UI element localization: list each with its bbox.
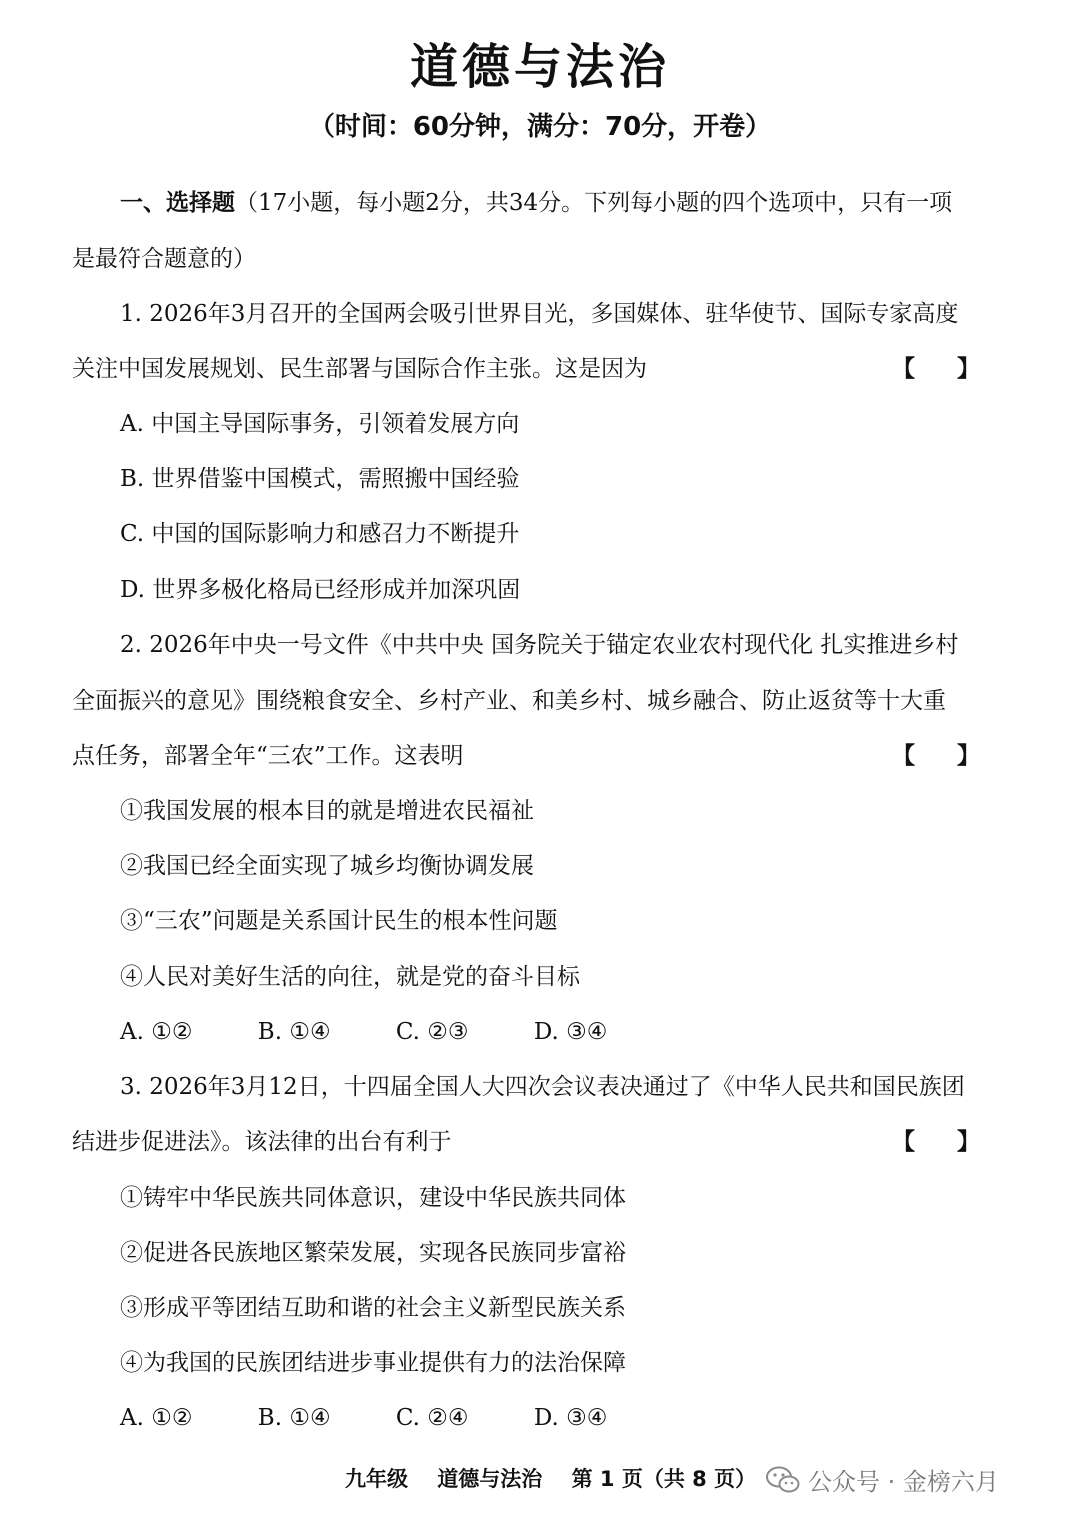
section-desc-2: 是最符合题意的）: [72, 246, 256, 272]
q1-stem-2: 关注中国发展规划、民生部署与国际合作主张。这是因为: [72, 356, 647, 382]
page-title: 道德与法治: [409, 39, 670, 95]
watermark-text: 公众号 · 金榜六月: [808, 1468, 999, 1496]
footer-subject: 道德与法治: [437, 1467, 543, 1491]
q2-choice-a: A. ①②: [120, 1019, 193, 1045]
q1-option-c: C. 中国的国际影响力和感召力不断提升: [120, 521, 520, 547]
answer-bracket: 【】: [892, 742, 1022, 769]
q3-choice-a: A. ①②: [120, 1405, 193, 1431]
q3-choice-d: D. ③④: [533, 1405, 608, 1431]
q3-choice-b: B. ①④: [257, 1405, 331, 1431]
q2-statement-1: ①我国发展的根本目的就是增进农民福祉: [120, 798, 534, 824]
q3-choices: [120, 1401, 665, 1435]
q3-stem-2: 结进步促进法》。该法律的出台有利于: [72, 1129, 452, 1155]
q2-stem-1: 2. 2026年中央一号文件《中共中央 国务院关于锚定农业农村现代化 扎实推进乡村: [120, 632, 959, 658]
q3-statement-1: ①铸牢中华民族共同体意识，建设中华民族共同体: [120, 1185, 626, 1211]
q2-statement-2: ②我国已经全面实现了城乡均衡协调发展: [120, 853, 534, 879]
q3-statement-4: ④为我国的民族团结进步事业提供有力的法治保障: [120, 1350, 626, 1376]
exam-info: （时间：60分钟，满分：70分，开卷）: [308, 112, 772, 142]
footer-page-number: 第 1 页（共 8 页）: [571, 1467, 757, 1491]
q3-stem-1: 3. 2026年3月12日，十四届全国人大四次会议表决通过了《中华人民共和国民族团: [120, 1074, 965, 1100]
q2-stem-3: 点任务，部署全年“三农”工作。这表明: [72, 743, 464, 769]
q3-choice-c: C. ②④: [395, 1405, 469, 1431]
q3-statement-3: ③形成平等团结互助和谐的社会主义新型民族关系: [120, 1295, 626, 1321]
section-heading-line: [120, 186, 1070, 220]
answer-bracket: 【】: [892, 355, 1022, 382]
page-footer: [345, 1463, 778, 1493]
q2-choice-c: C. ②③: [395, 1019, 469, 1045]
section-head: 一、选择题: [120, 190, 235, 216]
q1-option-d: D. 世界多极化格局已经形成并加深巩固: [120, 577, 521, 603]
q1-stem-1: 1. 2026年3月召开的全国两会吸引世界目光，多国媒体、驻华使节、国际专家高度: [120, 301, 959, 327]
section-desc: （17小题，每小题2分，共34分。下列每小题的四个选项中，只有一项: [235, 190, 953, 216]
q2-choice-d: D. ③④: [533, 1019, 608, 1045]
q2-statement-4: ④人民对美好生活的向往，就是党的奋斗目标: [120, 964, 580, 990]
wechat-watermark: [766, 1462, 999, 1497]
wechat-icon: [766, 1466, 800, 1494]
answer-bracket: 【】: [892, 1128, 1022, 1155]
footer-grade: 九年级: [345, 1467, 408, 1491]
q2-choice-b: B. ①④: [257, 1019, 331, 1045]
q1-option-b: B. 世界借鉴中国模式，需照搬中国经验: [120, 466, 520, 492]
q2-choices: [120, 1015, 665, 1049]
q2-stem-2: 全面振兴的意见》围绕粮食安全、乡村产业、和美乡村、城乡融合、防止返贫等十大重: [72, 688, 946, 714]
q3-statement-2: ②促进各民族地区繁荣发展，实现各民族同步富裕: [120, 1240, 626, 1266]
q2-statement-3: ③“三农”问题是关系国计民生的根本性问题: [120, 908, 558, 934]
q1-option-a: A. 中国主导国际事务，引领着发展方向: [120, 411, 520, 437]
